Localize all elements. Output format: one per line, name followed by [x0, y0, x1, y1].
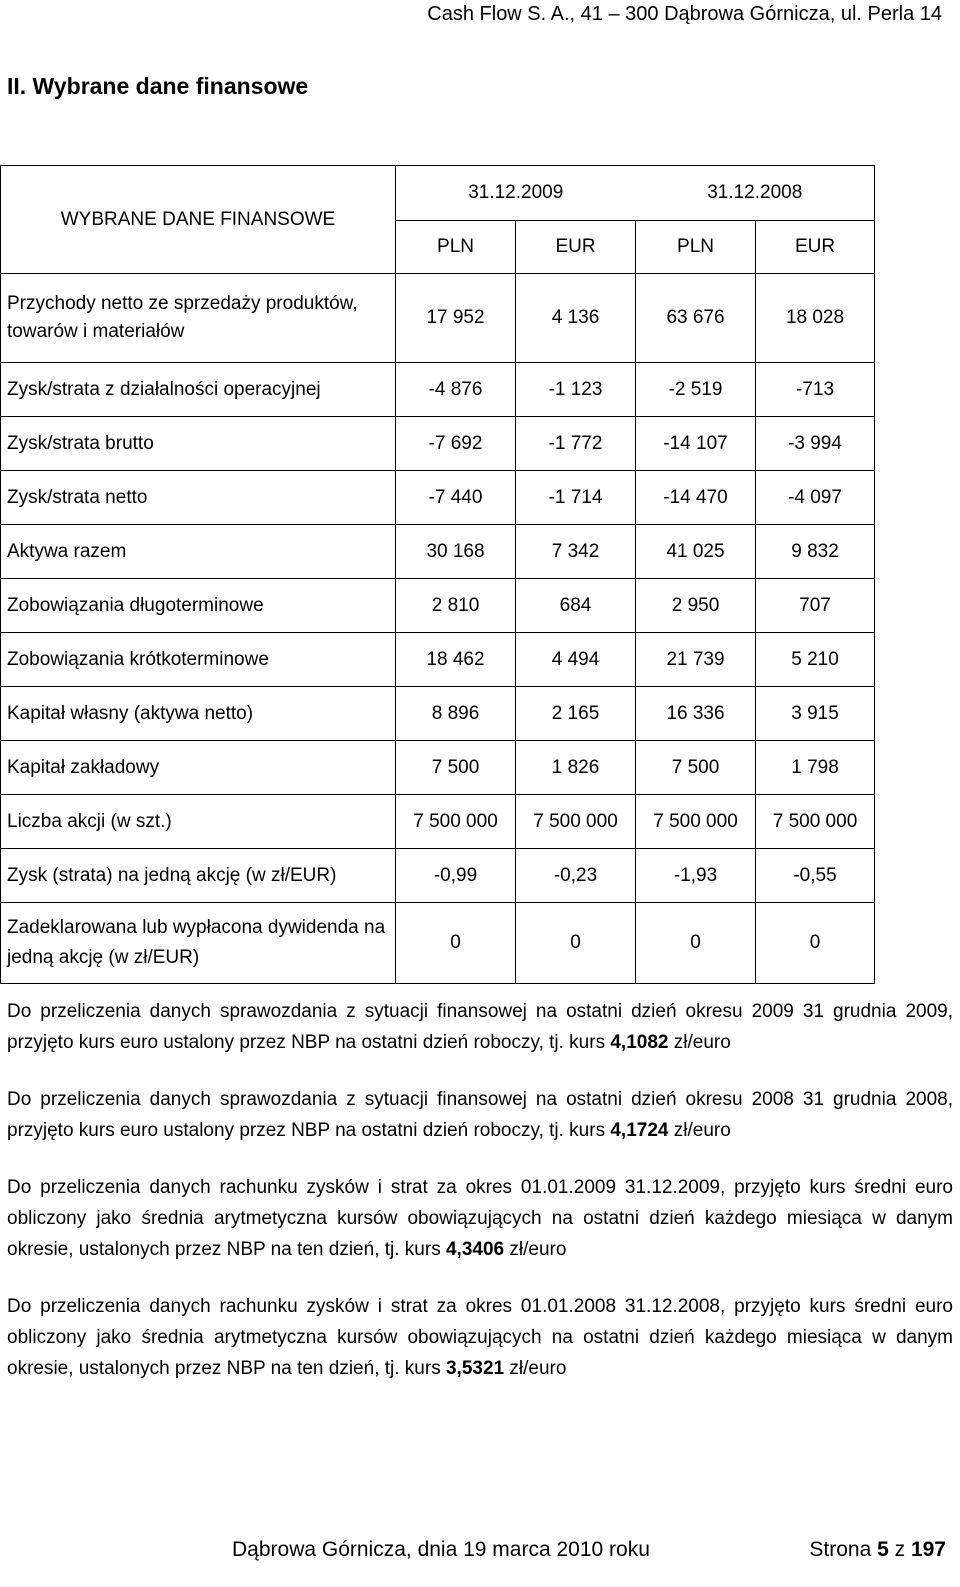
row-value: 5 210	[756, 633, 875, 687]
row-value: 7 500	[396, 741, 516, 795]
note-text: Do przeliczenia danych rachunku zysków i strat za okres 01.01.2008 31.12.2008, przyjęto kurs średni euro obliczony jako średnia arytmetyczna kursów obowiązujących na ostatni dzień każdego miesiąca w danym okresie, ustalonych przez NBP na ten dzień, tj. kurs	[7, 1296, 953, 1379]
row-label: Aktywa razem	[1, 525, 396, 579]
row-value: 8 896	[396, 687, 516, 741]
table-row	[1, 633, 875, 687]
section-title: II. Wybrane dane finansowe	[7, 73, 309, 99]
footer-place-date: Dąbrowa Górnicza, dnia 19 marca 2010 roku	[232, 1538, 650, 1561]
note-suffix: zł/euro	[504, 1239, 567, 1260]
row-value: 9 832	[756, 525, 875, 579]
page-prefix: Strona	[809, 1538, 878, 1561]
row-value: -14 107	[636, 417, 756, 471]
note-paragraph	[7, 1291, 953, 1384]
row-value: -14 470	[636, 471, 756, 525]
note-suffix: zł/euro	[668, 1120, 731, 1141]
row-value: 0	[396, 903, 516, 984]
row-value: 0	[516, 903, 636, 984]
note-suffix: zł/euro	[504, 1358, 567, 1379]
row-label: Kapitał własny (aktywa netto)	[1, 687, 396, 741]
row-value: 4 136	[516, 274, 636, 363]
page-number	[809, 1538, 946, 1562]
row-value: 16 336	[636, 687, 756, 741]
row-value: 17 952	[396, 274, 516, 363]
row-label: Kapitał zakładowy	[1, 741, 396, 795]
table-row	[1, 687, 875, 741]
row-value: 18 028	[756, 274, 875, 363]
row-value: -4 876	[396, 363, 516, 417]
row-value: 4 494	[516, 633, 636, 687]
currency-header: PLN	[636, 221, 756, 274]
exchange-rate-value: 4,1082	[610, 1032, 669, 1053]
table-row	[1, 741, 875, 795]
exchange-rate-notes	[7, 996, 953, 1410]
row-value: 21 739	[636, 633, 756, 687]
row-value: 1 798	[756, 741, 875, 795]
row-value: -1 714	[516, 471, 636, 525]
note-suffix: zł/euro	[668, 1032, 731, 1053]
currency-header: EUR	[756, 221, 875, 274]
table-row	[1, 363, 875, 417]
exchange-rate-value: 4,3406	[445, 1239, 505, 1260]
row-value: 30 168	[396, 525, 516, 579]
row-value: -1,93	[636, 849, 756, 903]
row-value: 7 500 000	[636, 795, 756, 849]
table-row	[1, 274, 875, 363]
row-label: Zobowiązania krótkoterminowe	[1, 633, 396, 687]
currency-header: EUR	[516, 221, 636, 274]
row-value: 18 462	[396, 633, 516, 687]
exchange-rate-value: 3,5321	[445, 1358, 505, 1379]
row-value: 2 810	[396, 579, 516, 633]
row-label: Zysk/strata brutto	[1, 417, 396, 471]
page-separator: z	[888, 1538, 911, 1561]
row-value: -0,55	[756, 849, 875, 903]
row-label: Przychody netto ze sprzedaży produktów, towarów i materiałów	[1, 274, 396, 363]
row-value: -7 440	[396, 471, 516, 525]
note-text: Do przeliczenia danych sprawozdania z sytuacji finansowej na ostatni dzień okresu 2009 31 grudnia 2009, przyjęto kurs euro ustalony przez NBP na ostatni dzień roboczy, tj. kurs	[7, 1001, 953, 1053]
table-corner-label: WYBRANE DANE FINANSOWE	[1, 166, 396, 274]
table-row	[1, 471, 875, 525]
row-label: Zysk/strata z działalności operacyjnej	[1, 363, 396, 417]
note-text: Do przeliczenia danych sprawozdania z sytuacji finansowej na ostatni dzień okresu 2008 31 grudnia 2008, przyjęto kurs euro ustalony przez NBP na ostatni dzień roboczy, tj. kurs	[7, 1089, 953, 1141]
row-value: 0	[756, 903, 875, 984]
table-row	[1, 525, 875, 579]
currency-header: PLN	[396, 221, 516, 274]
row-value: -713	[756, 363, 875, 417]
row-value: 2 165	[516, 687, 636, 741]
row-label: Zysk (strata) na jedną akcję (w zł/EUR)	[1, 849, 396, 903]
row-label: Liczba akcji (w szt.)	[1, 795, 396, 849]
row-value: 3 915	[756, 687, 875, 741]
table-row	[1, 417, 875, 471]
row-value: -1 123	[516, 363, 636, 417]
row-value: 7 500 000	[756, 795, 875, 849]
page-total: 197	[910, 1538, 946, 1561]
exchange-rate-value: 4,1724	[610, 1120, 669, 1141]
table-row	[1, 903, 875, 984]
note-paragraph	[7, 1084, 953, 1146]
financial-data-table	[0, 165, 875, 984]
row-value: 7 500 000	[396, 795, 516, 849]
table-row	[1, 579, 875, 633]
table-row	[1, 849, 875, 903]
table-row	[1, 795, 875, 849]
row-value: 0	[636, 903, 756, 984]
period-2008-header: 31.12.2008	[636, 166, 875, 221]
note-text: Do przeliczenia danych rachunku zysków i strat za okres 01.01.2009 31.12.2009, przyjęto kurs średni euro obliczony jako średnia arytmetyczna kursów obowiązujących na ostatni dzień każdego miesiąca w danym okresie, ustalonych przez NBP na ten dzień, tj. kurs	[7, 1177, 953, 1260]
row-value: 63 676	[636, 274, 756, 363]
row-value: -7 692	[396, 417, 516, 471]
row-label: Zadeklarowana lub wypłacona dywidenda na jedną akcję (w zł/EUR)	[1, 903, 396, 984]
row-value: 2 950	[636, 579, 756, 633]
row-value: 7 342	[516, 525, 636, 579]
row-value: -1 772	[516, 417, 636, 471]
row-value: -3 994	[756, 417, 875, 471]
document-header: Cash Flow S. A., 41 – 300 Dąbrowa Górnicza, ul. Perla 14	[427, 3, 942, 25]
row-label: Zobowiązania długoterminowe	[1, 579, 396, 633]
note-paragraph	[7, 1172, 953, 1265]
row-value: 1 826	[516, 741, 636, 795]
row-value: 7 500 000	[516, 795, 636, 849]
period-2009-header: 31.12.2009	[396, 166, 636, 221]
row-value: -2 519	[636, 363, 756, 417]
row-value: -4 097	[756, 471, 875, 525]
row-value: 41 025	[636, 525, 756, 579]
page-current: 5	[877, 1538, 889, 1561]
row-value: 707	[756, 579, 875, 633]
row-value: 684	[516, 579, 636, 633]
row-value: -0,23	[516, 849, 636, 903]
row-label: Zysk/strata netto	[1, 471, 396, 525]
row-value: -0,99	[396, 849, 516, 903]
note-paragraph	[7, 996, 953, 1058]
row-value: 7 500	[636, 741, 756, 795]
